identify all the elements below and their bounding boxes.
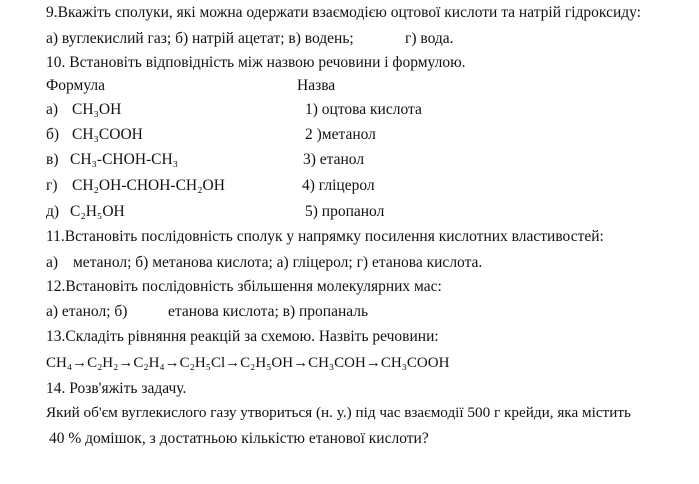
- q11-options: метанол; б) метанова кислота; а) гліцерол; г) етанова кислота.: [73, 254, 483, 271]
- q14-title: 14. Розв'яжіть задачу.: [46, 380, 187, 397]
- q10-row-formula: CH₃-CHOH-CH₃: [70, 151, 179, 168]
- q10-row-formula: CH₃OH: [72, 101, 122, 118]
- q12-options-b: етанова кислота; в) пропаналь: [168, 303, 369, 320]
- q10-row-name: 3) етанол: [303, 151, 365, 168]
- q13-scheme: CH₄→C₂H₂→C₂H₄→C₂H₅Cl→C₂H₅OH→CH₃COH→CH₃COOH: [46, 355, 450, 371]
- q10-col-name: Назва: [297, 77, 336, 94]
- q10-title: 10. Встановіть відповідність між назвою речовини і формулою.: [46, 54, 466, 71]
- q12-options-a: а) етанол; б): [46, 303, 128, 320]
- q10-row-formula: CH₂OH-CHOH-CH₂OH: [72, 177, 225, 194]
- q10-row-formula: C₂H₅OH: [70, 203, 125, 220]
- q14-text-line1: Який об'єм вуглекислого газу утвориться (н. у.) під час взаємодії 500 г крейди, яка містить: [46, 404, 631, 421]
- q10-row-letter: д): [46, 203, 60, 220]
- q13-title: 13.Складіть рівняння реакцій за схемою. Назвіть речовини:: [46, 328, 439, 345]
- q12-title: 12.Встановіть послідовність збільшення молекулярних мас:: [46, 278, 442, 295]
- q11-letter: а): [46, 254, 59, 271]
- q10-row-name: 1) оцтова кислота: [305, 101, 422, 118]
- q9-options-a: а) вуглекислий газ; б) натрій ацетат; в) водень;: [46, 30, 354, 47]
- q10-row-letter: г): [46, 177, 58, 194]
- q10-row-name: 5) пропанол: [305, 203, 385, 220]
- q14-text-line2: 40 % домішок, з достатньою кількістю етанової кислоти?: [49, 430, 429, 447]
- q9-title: 9.Вкажіть сполуки, які можна одержати взаємодією оцтової кислоти та натрій гідроксиду:: [46, 4, 641, 21]
- q10-row-formula: CH₃COOH: [72, 126, 143, 143]
- q10-row-letter: в): [46, 151, 59, 168]
- q10-col-formula: Формула: [46, 77, 106, 94]
- q10-row-name: 2 )метанол: [305, 126, 376, 143]
- q9-options-b: г) вода.: [405, 30, 454, 47]
- q11-title: 11.Встановіть послідовність сполук у напрямку посилення кислотних властивостей:: [46, 228, 604, 245]
- q10-row-name: 4) гліцерол: [302, 177, 375, 194]
- q10-row-letter: а): [46, 101, 59, 118]
- q10-row-letter: б): [46, 126, 60, 143]
